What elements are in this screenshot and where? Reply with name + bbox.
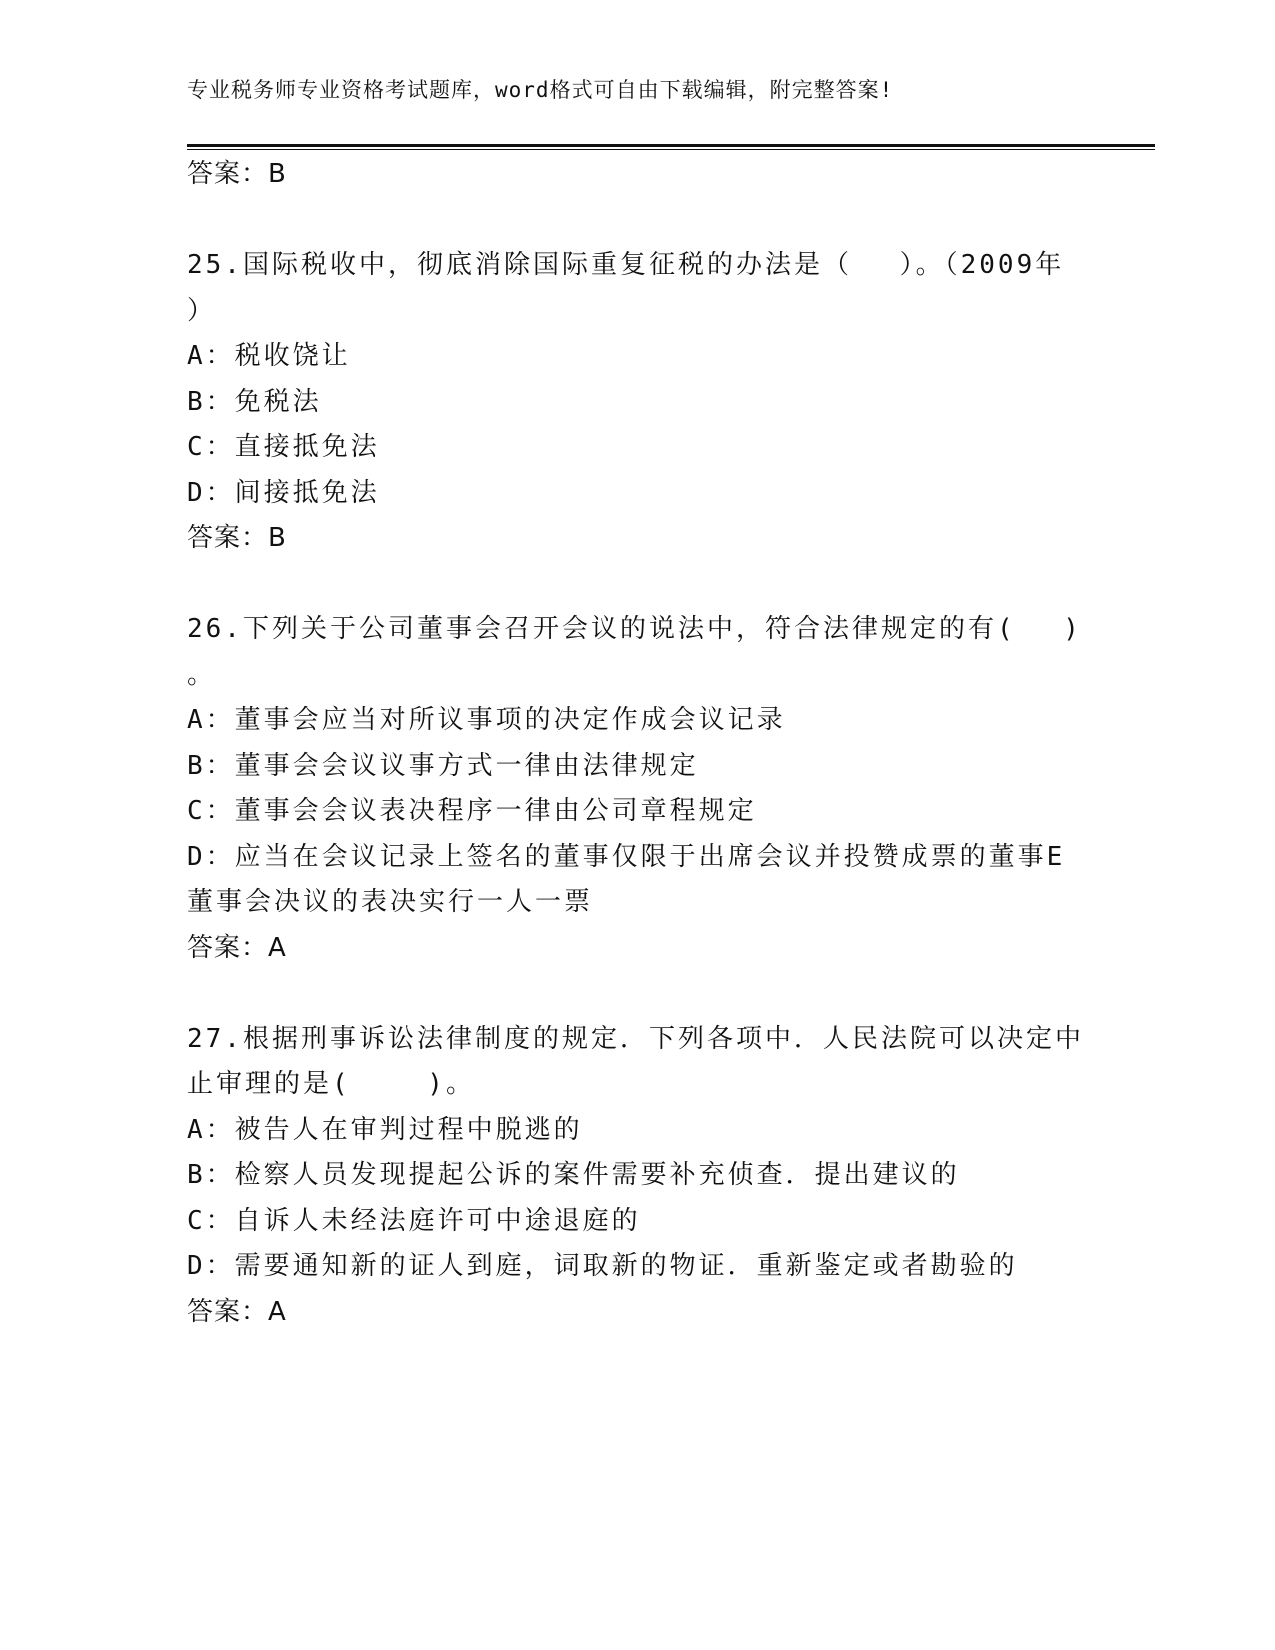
option-a: A：被告人在审判过程中脱逃的: [187, 1114, 583, 1145]
question-list: [187, 152, 1087, 1335]
question-stem: 27.根据刑事诉讼法律制度的规定．下列各项中．人民法院可以决定中: [187, 1023, 1084, 1054]
option-d: D：需要通知新的证人到庭，词取新的物证．重新鉴定或者勘验的: [187, 1251, 1018, 1281]
option-e: 董事会决议的表决实行一人一票: [187, 887, 594, 917]
question-stem: 止审理的是( )。: [187, 1069, 475, 1099]
question-stem: ）: [187, 295, 217, 326]
option-a: A：税收饶让: [187, 341, 351, 371]
question-25: [187, 243, 1087, 562]
header-divider-thick: [187, 144, 1155, 147]
answer-line: 答案：B: [187, 159, 287, 189]
question-stem: 25.国际税收中，彻底消除国际重复征税的办法是（ ）。（2009年: [187, 250, 1065, 280]
answer-line: 答案：B: [187, 523, 287, 553]
header-divider-thin: [187, 149, 1155, 150]
answer-line: 答案：A: [187, 1296, 287, 1327]
page-header: 专业税务师专业资格考试题库，word格式可自由下载编辑，附完整答案!: [187, 78, 894, 102]
option-c: C：自诉人未经法庭许可中途退庭的: [187, 1205, 641, 1236]
option-b: B：董事会会议议事方式一律由法律规定: [187, 750, 699, 781]
question-stem: 26.下列关于公司董事会召开会议的说法中，符合法律规定的有( ): [187, 614, 1082, 644]
option-b: B：检察人员发现提起公诉的案件需要补充侦查．提出建议的: [187, 1160, 960, 1190]
option-a: A：董事会应当对所议事项的决定作成会议记录: [187, 705, 786, 735]
option-d: D：应当在会议记录上签名的董事仅限于出席会议并投赞成票的董事E: [187, 841, 1066, 872]
option-c: C：直接抵免法: [187, 432, 380, 462]
answer-line: 答案：A: [187, 932, 287, 963]
option-d: D：间接抵免法: [187, 477, 380, 508]
question-26: [187, 607, 1087, 971]
question-stem: 。: [187, 659, 217, 690]
option-b: B：免税法: [187, 386, 322, 417]
option-c: C：董事会会议表决程序一律由公司章程规定: [187, 796, 757, 826]
question-27: [187, 1017, 1087, 1336]
